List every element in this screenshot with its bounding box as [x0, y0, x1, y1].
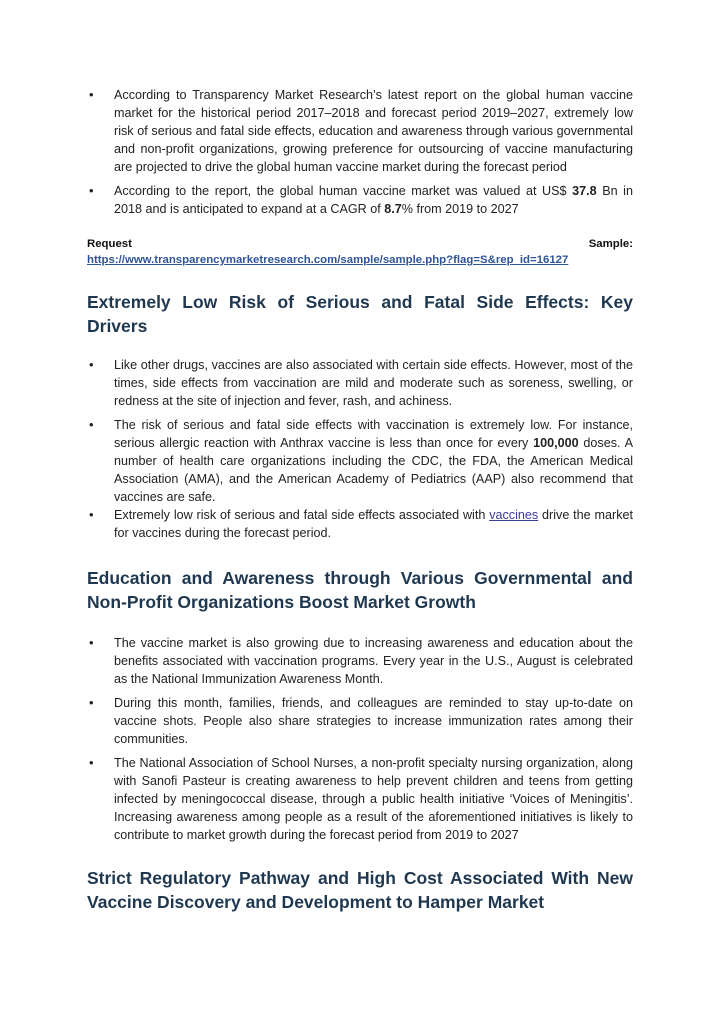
- list-item: [87, 182, 633, 218]
- bullet-icon: •: [89, 755, 94, 770]
- bullet-icon: •: [89, 357, 94, 372]
- bullet-text: Bn in 2018 and is anticipated to expand at a CAGR of: [114, 184, 633, 216]
- request-sample-line: [87, 236, 633, 252]
- bullet-icon: •: [89, 635, 94, 650]
- sample-label: Sample:: [588, 238, 633, 250]
- bullet-text: drive the market for vaccines during the forecast period.: [114, 508, 633, 540]
- bullet-icon: •: [89, 87, 94, 102]
- bullet-text: doses. A number of health care organizations including the CDC, the FDA, the American Medical Association (AMA), and the American Academy of Pediatrics (AAP) also recommend that vaccines are safe.: [114, 436, 633, 504]
- cagr-value: 8.7: [384, 202, 402, 216]
- vaccines-link[interactable]: vaccines: [489, 508, 539, 522]
- bullet-text: During this month, families, friends, and colleagues are reminded to stay up-to-date on vaccine shots. People also share strategies to increase immunization rates among their communities.: [114, 696, 633, 746]
- section-heading-regulatory: Strict Regulatory Pathway and High Cost Associated With New Vaccine Discovery and Development to Hamper Market: [87, 868, 633, 912]
- intro-list: [87, 86, 633, 218]
- market-value: 37.8: [572, 184, 597, 198]
- list-item: [87, 356, 633, 410]
- bullet-text: The vaccine market is also growing due to increasing awareness and education about the benefits associated with vaccination programs. Every year in the U.S., August is celebrated as the National Immunization Awareness Month.: [114, 636, 633, 686]
- sample-link-line: [87, 252, 633, 268]
- dose-count: 100,000: [533, 436, 579, 450]
- request-label: Request: [87, 238, 132, 250]
- bullet-text: % from 2019 to 2027: [401, 202, 519, 216]
- bullet-text: According to the report, the global human vaccine market was valued at US$: [114, 184, 573, 198]
- list-item: [87, 754, 633, 844]
- side-effects-list: [87, 356, 633, 542]
- bullet-text: According to Transparency Market Research’s latest report on the global human vaccine market for the historical period 2017–2018 and forecast period 2019–2027, extremely low risk of serious and fatal side effects, education and awareness through various governmental and non-profit organizations, growing preference for outsourcing of vaccine manufacturing are projected to drive the global human vaccine market during the forecast period: [114, 88, 633, 174]
- list-item: [87, 506, 633, 542]
- list-item: [87, 416, 633, 506]
- education-list: [87, 634, 633, 844]
- bullet-text: Extremely low risk of serious and fatal side effects associated with: [114, 508, 490, 522]
- bullet-icon: •: [89, 417, 94, 432]
- bullet-icon: •: [89, 695, 94, 710]
- section-heading-education: Education and Awareness through Various Governmental and Non-Profit Organizations Boost Market Growth: [87, 568, 633, 612]
- section-heading-side-effects: Extremely Low Risk of Serious and Fatal Side Effects: Key Drivers: [87, 292, 633, 336]
- list-item: [87, 694, 633, 748]
- sample-url-link[interactable]: https://www.transparencymarketresearch.com/sample/sample.php?flag=S&rep_id=16127: [87, 254, 569, 266]
- bullet-icon: •: [89, 507, 94, 522]
- list-item: [87, 86, 633, 176]
- bullet-text: Like other drugs, vaccines are also associated with certain side effects. However, most of the times, side effects from vaccination are mild and moderate such as soreness, swelling, or redness at the site of injection and fever, rash, and achiness.: [114, 358, 633, 408]
- bullet-text: The National Association of School Nurses, a non-profit specialty nursing organization, along with Sanofi Pasteur is creating awareness to help prevent children and teens from getting infected by meningococcal disease, through a public health initiative ‘Voices of Meningitis’. Increasing awareness among people as a result of the aforementioned initiatives is likely to contribute to market growth during the forecast period from 2019 to 2027: [114, 756, 633, 842]
- list-item: [87, 634, 633, 688]
- bullet-text: The risk of serious and fatal side effects with vaccination is extremely low. For instance, serious allergic reaction with Anthrax vaccine is less than once for every: [114, 418, 633, 450]
- bullet-icon: •: [89, 183, 94, 198]
